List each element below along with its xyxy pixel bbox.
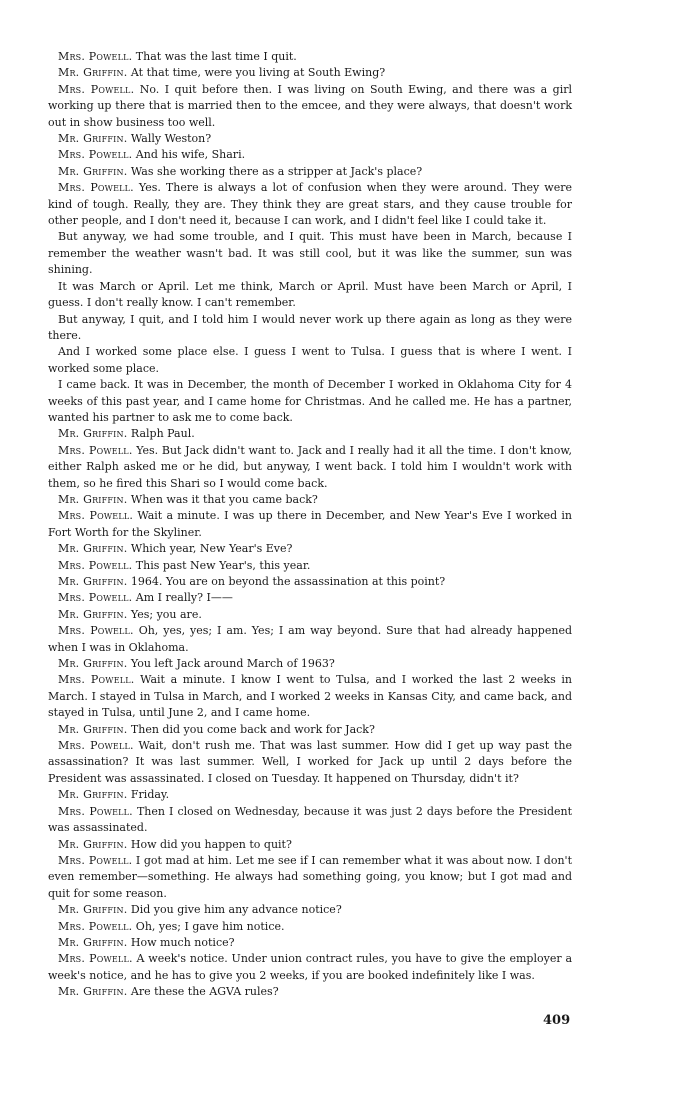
speaker-label: Mr. Griffin. — [58, 837, 128, 851]
utterance-text: I got mad at him. Let me see if I can remember what it was about now. I don't even remember—something. He always had something going, you know; but I got mad and quit for some reason. — [48, 853, 573, 900]
utterance-text: I came back. It was in December, the month of December I worked in Oklahoma City for 4 weeks of this past year, and I came home for Christmas. And he called me. He has a partner, wanted his partner to ask me to come back. — [48, 378, 572, 424]
utterance-text: Which year, New Year's Eve? — [127, 542, 293, 556]
speaker-label: Mr. Griffin. — [58, 66, 128, 80]
speaker-label: Mrs. Powell. — [58, 50, 133, 63]
transcript-paragraph — [48, 672, 572, 721]
utterance-text: A week's notice. Under union contract rules, you have to give the employer a week's notice, and he has to give you 2 weeks, if you are booked indefinitely like I was. — [48, 952, 572, 982]
speaker-label: Mr. Griffin. — [58, 607, 128, 621]
speaker-label: Mrs. Powell. — [58, 443, 133, 457]
utterance-text: No. I quit before then. I was living on South Ewing, and there was a girl working up there that is married then to the emcee, and they were always, that doesn't work out in show business too well. — [48, 82, 572, 129]
transcript-paragraph — [48, 279, 572, 312]
utterance-text: Did you give him any advance notice? — [127, 903, 342, 917]
speaker-label: Mr. Griffin. — [58, 935, 128, 949]
utterance-text: Was she working there as a stripper at Jack's place? — [127, 164, 423, 178]
transcript-paragraph — [48, 541, 572, 557]
transcript-paragraph — [48, 49, 572, 65]
transcript-paragraph — [48, 180, 572, 229]
transcript-paragraph — [48, 377, 572, 426]
transcript-paragraph — [48, 919, 572, 935]
utterance-text: This past New Year's, this year. — [132, 558, 311, 572]
utterance-text: Oh, yes; I gave him notice. — [132, 919, 285, 933]
transcript-paragraph — [48, 344, 572, 377]
utterance-text: Friday. — [127, 788, 170, 802]
utterance-text: Ralph Paul. — [127, 427, 195, 441]
transcript-paragraph — [48, 935, 572, 951]
transcript-paragraph — [48, 312, 572, 345]
speaker-label: Mrs. Powell. — [58, 148, 133, 162]
utterance-text: Wait, don't rush me. That was last summer. How did I get up way past the assassination? It was last summer. Well, I worked for Jack up until 2 days before the President was assassinated. I closed on Tuesday. It happened on Thursday, didn't it? — [48, 739, 572, 785]
transcript-paragraph — [48, 82, 572, 131]
transcript-paragraph — [48, 984, 572, 1000]
speaker-label: Mr. Griffin. — [58, 542, 128, 556]
speaker-label: Mr. Griffin. — [58, 132, 128, 146]
utterance-text: But anyway, I quit, and I told him I would never work up there again as long as they were there. — [48, 312, 572, 342]
utterance-text: At that time, were you living at South Ewing? — [127, 66, 386, 80]
utterance-text: But anyway, we had some trouble, and I quit. This must have been in March, because I remember the weather wasn't bad. It was still cool, but it was like the summer, sun was shining. — [48, 230, 572, 277]
transcript-paragraph — [48, 164, 572, 180]
utterance-text: And his wife, Shari. — [132, 148, 246, 162]
speaker-label: Mrs. Powell. — [58, 952, 133, 966]
page-number: 409 — [543, 1013, 571, 1028]
speaker-label: Mrs. Powell. — [58, 853, 133, 867]
transcript-paragraph — [48, 131, 572, 147]
speaker-label: Mr. Griffin. — [58, 492, 128, 506]
speaker-label: Mrs. Powell. — [58, 181, 134, 195]
transcript-paragraph — [48, 787, 572, 803]
transcript-paragraph — [48, 607, 572, 623]
transcript-paragraph — [48, 426, 572, 442]
transcript-paragraph — [48, 722, 572, 738]
speaker-label: Mrs. Powell. — [58, 919, 133, 933]
transcript-paragraph — [48, 656, 572, 672]
speaker-label: Mrs. Powell. — [58, 673, 135, 687]
transcript-paragraph — [48, 804, 572, 837]
utterance-text: Then I closed on Wednesday, because it was just 2 days before the President was assassinated. — [48, 804, 572, 835]
speaker-label: Mr. Griffin. — [58, 657, 128, 671]
utterance-text: When was it that you came back? — [127, 492, 318, 506]
utterance-text: Yes. But Jack didn't want to. Jack and I really had it all the time. I don't know, either Ralph asked me or he did, but anyway, I went back. I told him I wouldn't work with them, so he fired this Shari so I would come back. — [48, 443, 572, 490]
utterance-text: Then did you come back and work for Jack? — [127, 722, 375, 736]
transcript-paragraph — [48, 147, 572, 163]
speaker-label: Mr. Griffin. — [58, 575, 128, 588]
utterance-text: Wait a minute. I was up there in December, and New Year's Eve I worked in Fort Worth for the Skyliner. — [48, 509, 572, 539]
transcript-paragraph — [48, 590, 572, 606]
speaker-label: Mr. Griffin. — [58, 722, 128, 736]
utterance-text: Oh, yes, yes; I am. Yes; I am way beyond. Sure that had already happened when I was in Oklahoma. — [48, 624, 572, 654]
transcript-paragraph — [48, 837, 572, 853]
speaker-label: Mrs. Powell. — [58, 739, 134, 753]
speaker-label: Mr. Griffin. — [58, 164, 128, 178]
utterance-text: Wait a minute. I know I went to Tulsa, and I worked the last 2 weeks in March. I stayed in Tulsa in March, and I worked 2 weeks in Kansas City, and came back, and stayed in Tulsa, until June 2, and I came home. — [48, 673, 572, 720]
utterance-text: Am I really? I—— — [132, 591, 233, 605]
speaker-label: Mrs. Powell. — [58, 82, 135, 96]
transcript-paragraph — [48, 853, 572, 902]
utterance-text: That was the last time I quit. — [132, 50, 297, 63]
speaker-label: Mr. Griffin. — [58, 427, 128, 441]
speaker-label: Mrs. Powell. — [58, 509, 134, 523]
utterance-text: You left Jack around March of 1963? — [127, 657, 335, 671]
transcript-paragraph — [48, 574, 572, 590]
speaker-label: Mrs. Powell. — [58, 558, 133, 572]
transcript-paragraph — [48, 508, 572, 541]
speaker-label: Mrs. Powell. — [58, 624, 134, 638]
speaker-label: Mr. Griffin. — [58, 985, 128, 999]
utterance-text: Yes; you are. — [127, 607, 202, 621]
speaker-label: Mr. Griffin. — [58, 788, 128, 802]
speaker-label: Mrs. Powell. — [58, 591, 133, 605]
transcript-paragraph — [48, 65, 572, 81]
utterance-text: Wally Weston? — [127, 132, 212, 146]
utterance-text: 1964. You are on beyond the assassination at this point? — [127, 575, 446, 588]
transcript-paragraph — [48, 951, 572, 984]
utterance-text: Yes. There is always a lot of confusion when they were around. They were kind of tough. Really, they are. They think they are great stars, and they cause trouble for other people, and I don't need it, because I can work, and I didn't feel like I could take it. — [48, 181, 572, 228]
transcript-body — [48, 49, 572, 1001]
speaker-label: Mr. Griffin. — [58, 903, 128, 917]
transcript-paragraph — [48, 558, 572, 574]
utterance-text: How did you happen to quit? — [127, 837, 292, 851]
utterance-text: And I worked some place else. I guess I went to Tulsa. I guess that is where I went. I worked some place. — [48, 345, 572, 375]
transcript-paragraph — [48, 738, 572, 787]
transcript-paragraph — [48, 229, 572, 278]
speaker-label: Mrs. Powell. — [58, 804, 133, 818]
utterance-text: Are these the AGVA rules? — [127, 985, 279, 999]
transcript-paragraph — [48, 902, 572, 918]
transcript-paragraph — [48, 443, 572, 492]
utterance-text: It was March or April. Let me think, March or April. Must have been March or April, I guess. I don't really know. I can't remember. — [48, 279, 572, 310]
transcript-paragraph — [48, 623, 572, 656]
transcript-paragraph — [48, 492, 572, 508]
utterance-text: How much notice? — [127, 935, 235, 949]
